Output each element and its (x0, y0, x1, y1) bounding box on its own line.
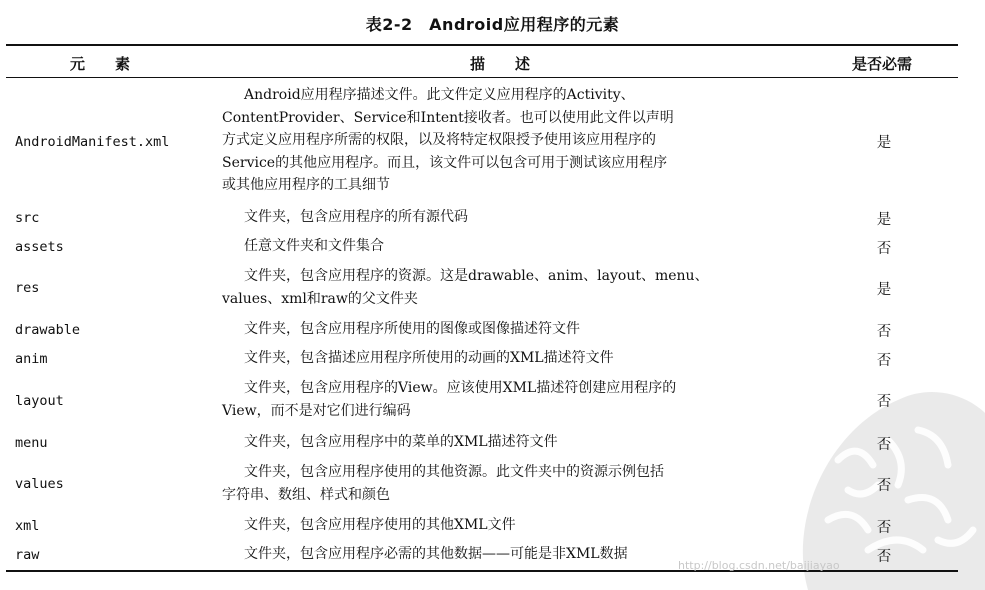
row-required: 否 (876, 437, 892, 453)
row-element: layout (15, 393, 64, 409)
description-line: 文件夹，包含描述应用程序所使用的动画的XML描述符文件 (244, 350, 614, 366)
table-caption: 表2-2 Android应用程序的元素 (365, 15, 620, 34)
description-line: 字符串、数组、样式和颜色 (222, 486, 390, 503)
row-description (222, 377, 812, 422)
description-line: 文件夹，包含应用程序必需的其他数据——可能是非XML数据 (244, 546, 628, 562)
row-element: src (15, 210, 40, 226)
description-line: ContentProvider、Service和Intent接收者。也可以使用此文件以声明 (222, 109, 674, 126)
description-line: 任意文件夹和文件集合 (244, 238, 384, 254)
row-required: 否 (876, 241, 892, 257)
row-required: 是 (876, 282, 892, 298)
description-line: 文件夹，包含应用程序的View。应该使用XML描述符创建应用程序的 (244, 380, 677, 396)
description-line: 或其他应用程序的工具细节 (222, 177, 390, 193)
row-description (222, 347, 812, 370)
description-line: View，而不是对它们进行编码 (222, 402, 411, 419)
row-description (222, 318, 812, 341)
row-element: anim (15, 351, 48, 367)
row-required: 否 (876, 520, 892, 536)
description-line: 文件夹，包含应用程序中的菜单的XML描述符文件 (244, 434, 558, 450)
header-element: 元 素 (69, 55, 130, 73)
row-element: menu (15, 435, 48, 451)
row-description (222, 235, 812, 258)
row-description (222, 265, 812, 310)
row-element: AndroidManifest.xml (15, 134, 170, 150)
watermark-url: http://blog.csdn.net/baijiayao (678, 559, 840, 572)
row-description (222, 206, 812, 229)
row-description (222, 514, 812, 537)
row-required: 否 (876, 394, 892, 410)
description-line: 文件夹，包含应用程序的资源。这是drawable、anim、layout、menu、 (244, 268, 709, 284)
row-required: 否 (876, 324, 892, 340)
row-required: 是 (876, 135, 892, 151)
row-description (222, 84, 812, 197)
description-line: Service的其他应用程序。而且，该文件可以包含可用于测试该应用程序 (222, 154, 668, 171)
description-line: 文件夹，包含应用程序所使用的图像或图像描述符文件 (244, 321, 580, 337)
row-required: 否 (876, 353, 892, 369)
row-element: values (15, 476, 64, 492)
description-line: 文件夹，包含应用程序使用的其他资源。此文件夹中的资源示例包括 (244, 464, 664, 480)
header-description: 描 述 (469, 55, 530, 73)
header-required: 是否必需 (851, 55, 912, 73)
description-line: values、xml和raw的父文件夹 (222, 290, 418, 307)
table-top-rule (6, 44, 958, 46)
row-element: assets (15, 239, 64, 255)
row-description (222, 431, 812, 454)
description-line: 文件夹，包含应用程序使用的其他XML文件 (244, 517, 516, 533)
description-line: 方式定义应用程序所需的权限，以及将特定权限授予使用该应用程序的 (222, 132, 656, 148)
row-description (222, 461, 812, 506)
row-required: 否 (876, 478, 892, 494)
description-line: Android应用程序描述文件。此文件定义应用程序的Activity、 (244, 87, 635, 103)
row-element: raw (15, 547, 40, 563)
description-line: 文件夹，包含应用程序的所有源代码 (244, 209, 468, 225)
row-required: 是 (876, 212, 892, 228)
row-element: drawable (15, 322, 81, 338)
row-required: 否 (876, 549, 892, 565)
table-header-rule (6, 77, 958, 78)
row-element: res (15, 280, 40, 296)
row-element: xml (15, 518, 40, 534)
